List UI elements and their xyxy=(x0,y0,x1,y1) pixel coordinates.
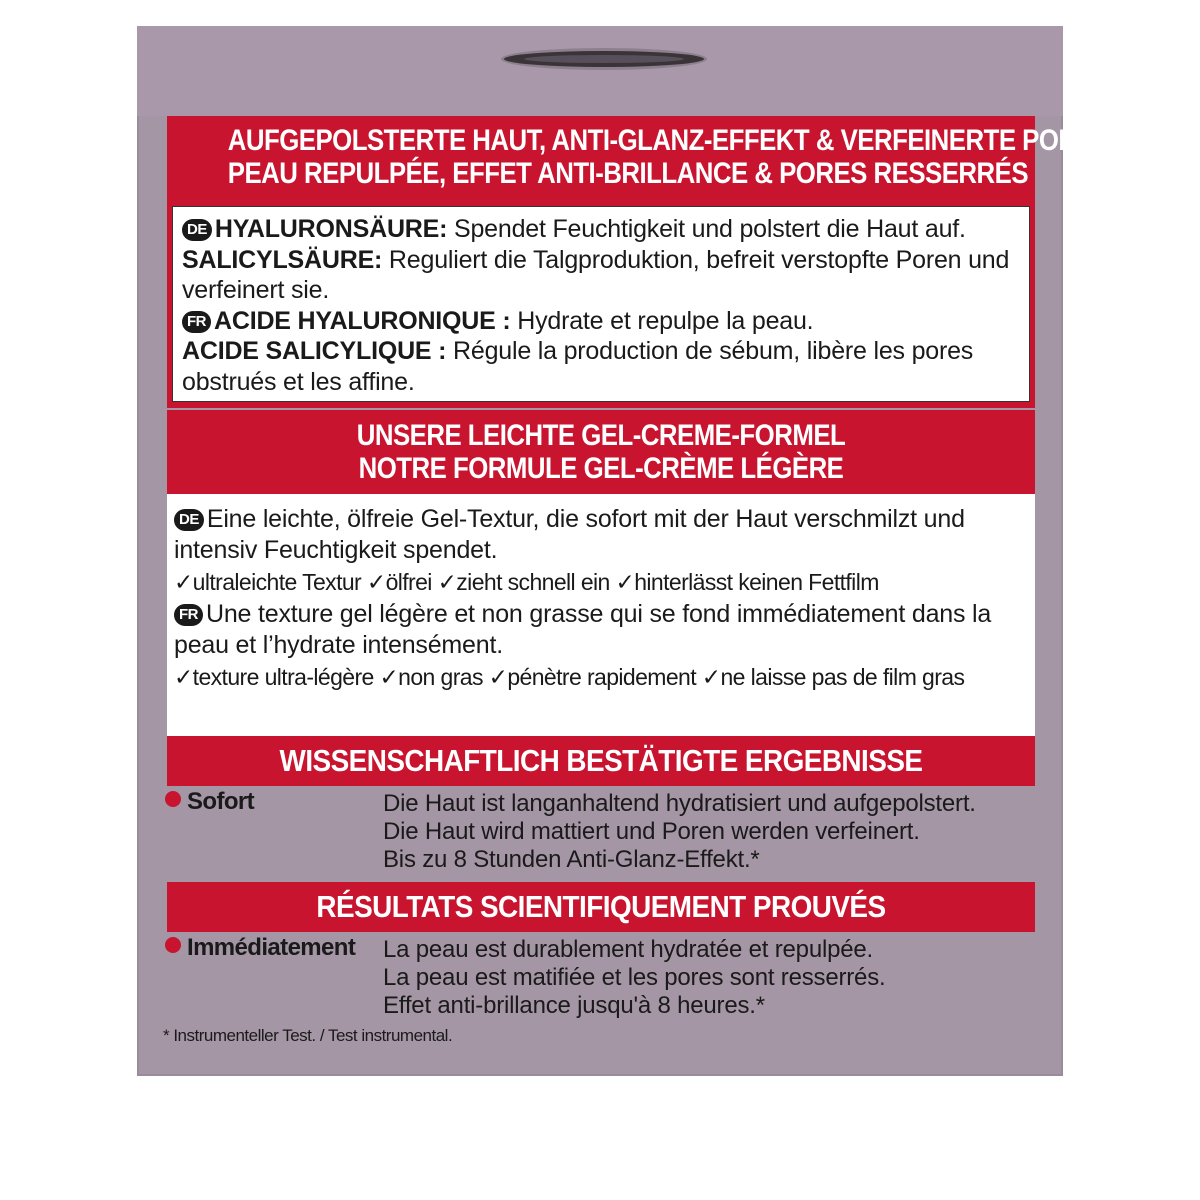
results-de-label xyxy=(165,788,254,816)
result-line: Effet anti-brillance jusqu'à 8 heures.* xyxy=(383,992,765,1019)
header-line-fr: PEAU REPULPÉE, EFFET ANTI-BRILLANCE & PORES RESSERRÉS xyxy=(227,157,1029,190)
ingredient-text: Régule la production de sébum, libère les pores obstrués et les affine. xyxy=(182,337,974,396)
formula-fr-text xyxy=(174,599,1027,660)
box-lid xyxy=(137,26,1063,116)
footnote: * Instrumenteller Test. / Test instrumental. xyxy=(163,1026,453,1045)
ingredients-fr xyxy=(182,306,1021,398)
ingredient-hyaluronic-de: HYALURONSÄURE: xyxy=(214,215,448,243)
product-box xyxy=(137,26,1112,1076)
result-line: La peau est durablement hydratée et repulpée. xyxy=(383,936,874,963)
formula-de-checks: ✓ultraleichte Textur ✓ölfrei ✓zieht schnell ein ✓hinterlässt keinen Fettfilm xyxy=(174,569,879,595)
result-line: La peau est matifiée et les pores sont resserrés. xyxy=(383,964,886,991)
lang-tag-fr: FR xyxy=(182,311,211,333)
results-fr-band xyxy=(167,882,1035,932)
ingredient-salicylic-fr: ACIDE SALICYLIQUE : xyxy=(182,337,447,365)
results-de-label-text: Sofort xyxy=(187,788,255,815)
result-line: Die Haut ist langanhaltend hydratisiert und aufgepolstert. xyxy=(383,790,976,817)
formula-band xyxy=(167,410,1035,494)
lid-slot xyxy=(501,48,707,70)
formula-fr-checks: ✓texture ultra-légère ✓non gras ✓pénètre rapidement ✓ne laisse pas de film gras xyxy=(174,664,965,690)
results-fr-label xyxy=(165,934,355,962)
result-line: Bis zu 8 Stunden Anti-Glanz-Effekt.* xyxy=(383,846,760,873)
results-fr-lines xyxy=(383,936,885,1020)
formula-title-de: UNSERE LEICHTE GEL-CREME-FORMEL xyxy=(356,419,846,452)
ingredient-salicylic-de: SALICYLSÄURE: xyxy=(182,245,383,274)
ingredients-panel xyxy=(172,206,1030,402)
results-de-title: WISSENSCHAFTLICH BESTÄTIGTE ERGEBNISSE xyxy=(279,743,923,778)
header-line-de: AUFGEPOLSTERTE HAUT, ANTI-GLANZ-EFFEKT & VERFEINERTE POREN xyxy=(227,124,1112,157)
result-line: Die Haut wird mattiert und Poren werden verfeinert. xyxy=(383,818,920,845)
ingredient-text: Hydrate et repulpe la peau. xyxy=(510,306,814,335)
ingredients-de xyxy=(182,214,1021,306)
ingredient-hyaluronic-fr: ACIDE HYALURONIQUE : xyxy=(214,306,511,335)
formula-fr-description: Une texture gel légère et non grasse qui se fond immédiatement dans la peau et l’hydrate intensément. xyxy=(174,600,992,659)
results-fr-title: RÉSULTATS SCIENTIFIQUEMENT PROUVÉS xyxy=(316,889,886,924)
results-de-band xyxy=(167,736,1035,786)
ingredient-text: Reguliert die Talgproduktion, befreit verstopfte Poren und verfeinert sie. xyxy=(182,245,1010,304)
results-fr-label-text: Immédiatement xyxy=(187,934,356,961)
lang-tag-de: DE xyxy=(174,509,204,531)
formula-de-text xyxy=(174,504,1027,565)
header-band xyxy=(167,116,1112,198)
formula-title-fr: NOTRE FORMULE GEL-CRÈME LÉGÈRE xyxy=(358,452,844,485)
ingredient-text: Spendet Feuchtigkeit und polstert die Haut auf. xyxy=(447,215,966,243)
results-de-lines xyxy=(383,790,976,874)
formula-panel xyxy=(167,494,1035,758)
formula-de-description: Eine leichte, ölfreie Gel-Textur, die sofort mit der Haut verschmilzt und intensiv Feuchtigkeit spendet. xyxy=(174,505,965,564)
lang-tag-de: DE xyxy=(182,219,212,241)
bullet-dot-icon xyxy=(165,937,181,953)
lang-tag-fr: FR xyxy=(174,604,203,626)
bullet-dot-icon xyxy=(165,791,181,807)
